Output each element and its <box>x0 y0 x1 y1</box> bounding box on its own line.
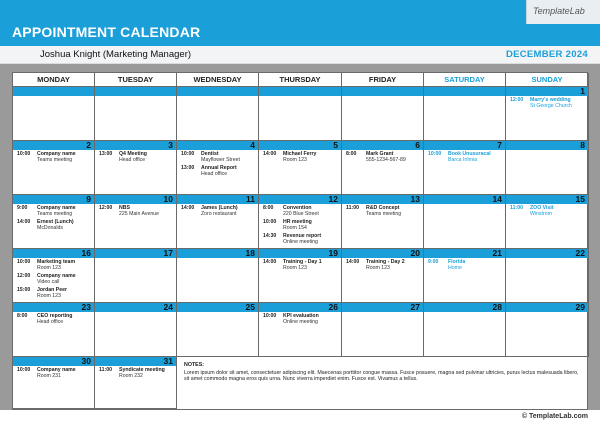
appointment-time: 8:00 <box>346 151 357 157</box>
day-cell[interactable] <box>95 303 177 357</box>
appointment-body <box>201 165 258 178</box>
appointment[interactable] <box>177 205 258 218</box>
date-number: 15 <box>575 195 585 204</box>
appointment[interactable] <box>13 219 94 232</box>
date-number: 24 <box>163 303 173 312</box>
appointment[interactable] <box>259 205 341 218</box>
date-strip <box>95 249 176 258</box>
date-number: 18 <box>245 249 255 258</box>
appointment-body <box>283 205 341 218</box>
appointment[interactable] <box>259 151 341 164</box>
appointment-body <box>448 259 505 272</box>
appointment-detail: Room 123 <box>37 265 61 272</box>
date-number: 16 <box>81 249 91 258</box>
appointment-time: 11:00 <box>99 367 112 373</box>
day-cell[interactable] <box>506 303 589 357</box>
appointment-time: 14:30 <box>263 232 277 239</box>
appointment-body <box>37 205 94 218</box>
appointment-title: Company name <box>37 151 76 157</box>
appointment-title: Company name <box>37 272 76 279</box>
appointment-title: Marry's wedding <box>530 97 571 103</box>
appointment[interactable] <box>13 287 94 300</box>
day-header-saturday: SATURDAY <box>424 73 506 87</box>
day-cell[interactable] <box>342 303 424 357</box>
appointment-body <box>37 273 94 286</box>
sub-header <box>0 46 600 64</box>
appointment[interactable] <box>13 313 94 326</box>
appointment-body <box>119 151 176 164</box>
appointment-detail: 555-1234-567-89 <box>366 157 406 164</box>
appointment-title: Ernest (Lunch) <box>37 218 74 225</box>
date-strip <box>177 195 258 204</box>
appointment-body <box>283 259 341 272</box>
date-strip <box>424 303 505 312</box>
appointment-detail: Video call <box>37 279 60 286</box>
date-number: 11 <box>246 195 255 204</box>
date-strip <box>342 249 423 258</box>
date-strip <box>259 195 341 204</box>
day-cell[interactable] <box>177 249 259 303</box>
day-cell[interactable] <box>95 357 177 409</box>
footer-credit: © TemplateLab.com <box>521 413 588 420</box>
date-strip <box>13 303 94 312</box>
day-cell[interactable] <box>506 249 589 303</box>
day-header-tuesday: TUESDAY <box>95 73 177 87</box>
appointment-detail: Room 123 <box>366 265 390 272</box>
appointment-time: 14:00 <box>263 259 277 265</box>
appointment-detail: St George Church <box>530 103 572 110</box>
appointment-detail: Room 123 <box>37 293 61 300</box>
date-strip <box>95 87 176 96</box>
date-number: 6 <box>415 141 420 150</box>
appointment-title: Convention <box>283 205 312 211</box>
day-header-friday: FRIDAY <box>342 73 424 87</box>
day-cell[interactable] <box>95 141 177 195</box>
date-strip <box>13 87 94 96</box>
appointment-body <box>37 151 94 164</box>
appointment[interactable] <box>13 273 94 286</box>
day-cell[interactable] <box>177 141 259 195</box>
date-strip <box>342 303 423 312</box>
day-cell[interactable] <box>13 195 95 249</box>
appointment[interactable] <box>259 233 341 246</box>
notes-label: NOTES: <box>184 362 205 368</box>
appointment-detail: Teams meeting <box>37 157 73 164</box>
appointment-time: 12:00 <box>99 205 113 211</box>
appointment-title: Company name <box>37 205 76 211</box>
date-strip <box>13 357 94 366</box>
date-strip <box>177 87 258 96</box>
date-strip <box>506 303 588 312</box>
day-cell[interactable] <box>342 87 424 141</box>
date-strip <box>424 195 505 204</box>
appointment-title: KPI evaluation <box>283 313 319 319</box>
day-cell[interactable] <box>13 303 95 357</box>
appointment-detail: Barca Inhnia <box>448 157 478 164</box>
appointment-title: Annual Report <box>201 164 237 171</box>
appointment-body <box>283 219 341 232</box>
day-cell[interactable] <box>13 357 95 409</box>
appointment-title: Florida <box>448 259 466 265</box>
appointment-title: HR meeting <box>283 218 312 225</box>
appointment-detail: Head office <box>37 319 64 326</box>
date-strip <box>506 249 588 258</box>
appointment-body <box>448 151 505 164</box>
appointment[interactable] <box>259 219 341 232</box>
appointment[interactable] <box>177 165 258 178</box>
date-number: 19 <box>328 249 338 258</box>
appointment[interactable] <box>13 205 94 218</box>
day-cell[interactable] <box>177 303 259 357</box>
calendar-grid <box>12 72 588 410</box>
appointment-body <box>119 205 176 218</box>
appointment-detail: Room 123 <box>283 157 307 164</box>
appointment-time: 9:00 <box>428 259 439 265</box>
date-number: 3 <box>168 141 173 150</box>
appointment-time: 8:00 <box>17 313 28 319</box>
appointment-title: R&D Concept <box>366 205 400 211</box>
date-strip <box>259 249 341 258</box>
day-cell[interactable] <box>95 87 177 141</box>
day-cell[interactable] <box>259 303 342 357</box>
day-cell[interactable] <box>424 87 506 141</box>
appointment-body <box>201 205 258 218</box>
day-header-monday: MONDAY <box>13 73 95 87</box>
date-strip <box>177 303 258 312</box>
appointment-title: James (Lunch) <box>201 205 238 211</box>
appointment-title: NBS <box>119 205 130 211</box>
day-cell[interactable] <box>506 195 589 249</box>
date-number: 1 <box>580 87 585 96</box>
appointment-detail: Home <box>448 265 462 272</box>
appointment[interactable] <box>13 151 94 164</box>
appointment-body <box>201 151 258 164</box>
appointment-body <box>530 97 588 110</box>
date-strip <box>424 141 505 150</box>
appointment-title: ZOO Visit <box>530 205 554 211</box>
appointment-time: 9:00 <box>17 205 28 211</box>
date-number: 2 <box>86 141 91 150</box>
date-number: 10 <box>163 195 173 204</box>
appointment[interactable] <box>177 151 258 164</box>
date-number: 5 <box>333 141 338 150</box>
appointment-time: 14:00 <box>263 151 277 157</box>
date-strip <box>424 249 505 258</box>
appointment[interactable] <box>506 97 588 110</box>
appointment-detail: McDonalds <box>37 225 63 232</box>
date-number: 23 <box>81 303 91 312</box>
day-cell[interactable] <box>342 249 424 303</box>
appointment-body <box>37 313 94 326</box>
date-strip <box>342 195 423 204</box>
appointment-detail: Teams meeting <box>366 211 402 218</box>
brand-logo <box>526 0 600 24</box>
appointment-time: 14:00 <box>181 205 195 211</box>
day-cell[interactable] <box>342 141 424 195</box>
date-strip <box>95 195 176 204</box>
day-cell[interactable] <box>259 141 342 195</box>
appointment[interactable] <box>259 259 341 272</box>
appointment-title: Mark Grant <box>366 151 394 157</box>
appointment-body <box>283 233 341 246</box>
appointment-time: 13:00 <box>99 151 113 157</box>
appointment[interactable] <box>342 151 423 164</box>
appointment-detail: Winstrom <box>530 211 552 218</box>
date-number: 7 <box>497 141 502 150</box>
day-cell[interactable] <box>13 87 95 141</box>
appointment-detail: Head office <box>119 157 146 164</box>
date-strip <box>259 303 341 312</box>
date-number: 22 <box>575 249 585 258</box>
day-cell[interactable] <box>424 141 506 195</box>
appointment[interactable] <box>13 367 94 380</box>
appointment-title: Training - Day 2 <box>366 259 405 265</box>
day-cell[interactable] <box>95 249 177 303</box>
date-strip <box>13 249 94 258</box>
date-number: 14 <box>492 195 502 204</box>
day-cell[interactable] <box>13 249 95 303</box>
appointment[interactable] <box>342 205 423 218</box>
day-cell[interactable] <box>177 87 259 141</box>
appointment[interactable] <box>424 151 505 164</box>
appointment-body <box>366 151 423 164</box>
date-number: 12 <box>328 195 338 204</box>
day-cell[interactable] <box>424 249 506 303</box>
appointment-detail: 225 Main Avenue <box>119 211 159 218</box>
date-number: 17 <box>163 249 173 258</box>
day-cell[interactable] <box>342 195 424 249</box>
date-number: 20 <box>410 249 420 258</box>
date-strip <box>506 141 588 150</box>
appointment-time: 10:00 <box>17 367 31 373</box>
appointment[interactable] <box>424 259 505 272</box>
date-strip <box>95 357 176 366</box>
header-bar <box>0 0 600 46</box>
date-strip <box>506 87 588 96</box>
appointment-time: 8:00 <box>263 205 274 211</box>
day-cell[interactable] <box>506 87 589 141</box>
appointment-time: 10:00 <box>428 151 442 157</box>
day-cell[interactable] <box>424 195 506 249</box>
date-strip <box>342 141 423 150</box>
appointment[interactable] <box>95 205 176 218</box>
date-strip <box>177 141 258 150</box>
day-cell[interactable] <box>177 195 259 249</box>
date-strip <box>259 87 341 96</box>
date-number: 9 <box>86 195 91 204</box>
appointment-body <box>283 313 341 326</box>
day-cell[interactable] <box>259 87 342 141</box>
appointment-title: Syndicate meeting <box>119 367 165 373</box>
date-strip <box>506 195 588 204</box>
date-number: 27 <box>410 303 420 312</box>
day-cell[interactable] <box>424 303 506 357</box>
calendar-frame <box>0 64 600 410</box>
appointment[interactable] <box>342 259 423 272</box>
appointment-detail: Teams meeting <box>37 211 73 218</box>
appointment-title: Book Unusuracal <box>448 151 491 157</box>
appointment-time: 11:00 <box>510 205 523 211</box>
appointment-time: 15:00 <box>17 286 31 293</box>
date-number: 25 <box>245 303 255 312</box>
date-number: 26 <box>328 303 338 312</box>
appointment-title: Q4 Meeting <box>119 151 147 157</box>
date-number: 8 <box>580 141 585 150</box>
appointment-detail: Room 232 <box>119 373 143 380</box>
appointment-time: 10:00 <box>17 259 31 265</box>
appointment-time: 14:00 <box>17 218 31 225</box>
appointment-title: Michael Ferry <box>283 151 317 157</box>
date-strip <box>13 195 94 204</box>
appointment-body <box>37 367 94 380</box>
date-number: 28 <box>492 303 502 312</box>
appointment-detail: Mayflower Street <box>201 157 240 164</box>
appointment-body <box>283 151 341 164</box>
notes-text: Lorem ipsum dolor sit amet, consectetuer adipiscing elit. Maecenas porttitor congue massa. Fusce posuere, magna sed pulvinar ultricies, purus lectus malesuada libero, sit amet commodo magna eros quis urna. Nunc viverra imperdiet enim. Fusce est. Vivamus a tellus. <box>184 369 579 383</box>
appointment-title: Company name <box>37 367 76 373</box>
appointment-title: Dentist <box>201 151 219 157</box>
date-number: 31 <box>163 357 173 366</box>
appointment-body <box>37 287 94 300</box>
appointment[interactable] <box>259 313 341 326</box>
notes-area[interactable] <box>178 357 589 409</box>
appointment[interactable] <box>506 205 588 218</box>
appointment-title: Training - Day 1 <box>283 259 322 265</box>
date-number: 13 <box>410 195 420 204</box>
appointment-title: Revenue report <box>283 232 322 239</box>
date-strip <box>177 249 258 258</box>
day-cell[interactable] <box>95 195 177 249</box>
date-strip <box>342 87 423 96</box>
brand-label: TemplateLab <box>533 6 585 16</box>
appointment-time: 10:00 <box>181 151 195 157</box>
appointment-body <box>37 259 94 272</box>
appointment-body <box>366 259 423 272</box>
appointment-time: 12:00 <box>17 272 31 279</box>
appointment-detail: Room 154 <box>283 225 307 232</box>
day-cell[interactable] <box>13 141 95 195</box>
date-number: 4 <box>250 141 255 150</box>
person-name: Joshua Knight (Marketing Manager) <box>40 49 192 60</box>
appointment-body <box>366 205 423 218</box>
day-cell[interactable] <box>259 249 342 303</box>
appointment[interactable] <box>95 151 176 164</box>
appointment-detail: Online meeting <box>283 239 318 246</box>
appointment-title: CEO reporting <box>37 313 73 319</box>
date-number: 21 <box>492 249 502 258</box>
day-cell[interactable] <box>506 141 589 195</box>
date-number: 30 <box>81 357 91 366</box>
day-cell[interactable] <box>259 195 342 249</box>
appointment-time: 10:00 <box>263 218 277 225</box>
appointment-title: Jordan Peer <box>37 286 67 293</box>
appointment-time: 13:00 <box>181 164 195 171</box>
appointment-time: 12:00 <box>510 97 524 103</box>
date-strip <box>259 141 341 150</box>
appointment-body <box>119 367 176 380</box>
page-title: APPOINTMENT CALENDAR <box>12 24 201 40</box>
month-label: DECEMBER 2024 <box>505 49 588 60</box>
appointment[interactable] <box>13 259 94 272</box>
day-header-sunday: SUNDAY <box>506 73 589 87</box>
day-header-wednesday: WEDNESDAY <box>177 73 259 87</box>
appointment-time: 11:00 <box>346 205 359 211</box>
appointment-detail: Head office <box>201 171 228 178</box>
appointment-body <box>530 205 588 218</box>
date-strip <box>95 141 176 150</box>
date-number: 29 <box>575 303 585 312</box>
appointment-time: 10:00 <box>17 151 31 157</box>
appointment-time: 10:00 <box>263 313 277 319</box>
date-strip <box>95 303 176 312</box>
date-strip <box>13 141 94 150</box>
appointment[interactable] <box>95 367 176 380</box>
day-header-thursday: THURSDAY <box>259 73 342 87</box>
appointment-detail: Room 123 <box>283 265 307 272</box>
appointment-title: Marketing team <box>37 259 76 265</box>
appointment-detail: Room 231 <box>37 373 61 380</box>
appointment-detail: Zoro restaurant <box>201 211 237 218</box>
date-strip <box>424 87 505 96</box>
appointment-time: 14:00 <box>346 259 360 265</box>
appointment-detail: Online meeting <box>283 319 318 326</box>
appointment-body <box>37 219 94 232</box>
appointment-detail: 220 Blue Street <box>283 211 319 218</box>
